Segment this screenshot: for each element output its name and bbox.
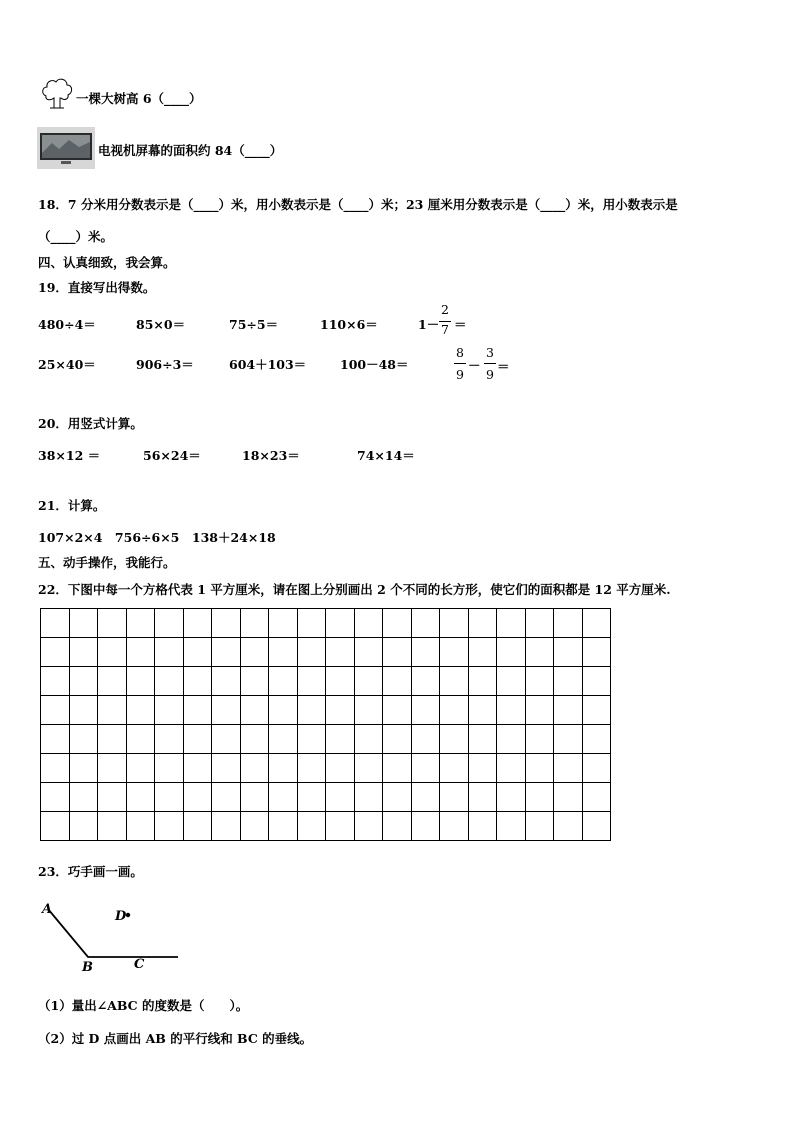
q19-fraction-suffix: ＝ [497, 359, 510, 374]
grid-cell[interactable] [497, 609, 526, 638]
grid-cell[interactable] [183, 696, 212, 725]
grid-row [41, 754, 611, 783]
fraction-numerator: 8 [456, 345, 464, 360]
grid-cell[interactable] [240, 783, 269, 812]
grid-cell[interactable] [326, 696, 355, 725]
grid-cell[interactable] [582, 725, 611, 754]
grid-cell[interactable] [354, 638, 383, 667]
point-d-dot [126, 913, 130, 917]
grid-cell[interactable] [468, 783, 497, 812]
grid-cell[interactable] [411, 696, 440, 725]
grid-cell[interactable] [240, 609, 269, 638]
grid-cell[interactable] [240, 638, 269, 667]
q20-item: 18×23＝ [242, 448, 300, 463]
grid-cell[interactable] [183, 783, 212, 812]
grid-cell[interactable] [212, 638, 241, 667]
grid-row [41, 667, 611, 696]
fraction-denominator: 9 [456, 367, 464, 382]
q19-item: 75÷5＝ [229, 317, 279, 332]
square-grid[interactable] [40, 608, 611, 841]
grid-cell[interactable] [98, 754, 127, 783]
grid-cell[interactable] [582, 812, 611, 841]
grid-cell[interactable] [41, 783, 70, 812]
grid-cell[interactable] [440, 783, 469, 812]
q19-item: 85×0＝ [136, 317, 186, 332]
grid-cell[interactable] [554, 696, 583, 725]
grid-cell[interactable] [554, 667, 583, 696]
grid-cell[interactable] [240, 696, 269, 725]
grid-cell[interactable] [126, 812, 155, 841]
q19-fraction-prefix: 1－ [418, 317, 440, 332]
grid-cell[interactable] [69, 812, 98, 841]
label-a: A [42, 902, 53, 917]
grid-cell[interactable] [525, 725, 554, 754]
grid-cell[interactable] [297, 667, 326, 696]
section-4-heading: 四、认真细致，我会算。 [38, 255, 176, 270]
grid-cell[interactable] [525, 696, 554, 725]
grid-cell[interactable] [269, 725, 298, 754]
grid-cell[interactable] [582, 638, 611, 667]
tv-question: 电视机屏幕的面积约 84（____） [98, 143, 283, 158]
grid-cell[interactable] [440, 812, 469, 841]
question-23-part2: （2）过 D 点画出 AB 的平行线和 BC 的垂线。 [38, 1031, 313, 1046]
grid-cell[interactable] [297, 783, 326, 812]
grid-cell[interactable] [297, 696, 326, 725]
grid-cell[interactable] [126, 754, 155, 783]
grid-cell[interactable] [554, 812, 583, 841]
grid-cell[interactable] [155, 783, 184, 812]
grid-cell[interactable] [554, 783, 583, 812]
grid-cell[interactable] [468, 638, 497, 667]
grid-cell[interactable] [269, 667, 298, 696]
grid-cell[interactable] [183, 638, 212, 667]
fraction-bar [454, 363, 466, 364]
grid-cell[interactable] [411, 609, 440, 638]
grid-cell[interactable] [269, 696, 298, 725]
grid-row [41, 696, 611, 725]
grid-cell[interactable] [183, 754, 212, 783]
grid-cell[interactable] [468, 609, 497, 638]
grid-cell[interactable] [212, 783, 241, 812]
question-23-part1: （1）量出∠ABC 的度数是（ ）。 [38, 998, 249, 1013]
grid-cell[interactable] [525, 754, 554, 783]
grid-cell[interactable] [525, 783, 554, 812]
grid-cell[interactable] [354, 696, 383, 725]
angle-abc-figure [36, 895, 186, 975]
grid-cell[interactable] [497, 667, 526, 696]
grid-cell[interactable] [383, 725, 412, 754]
grid-cell[interactable] [98, 609, 127, 638]
grid-cell[interactable] [297, 725, 326, 754]
grid-cell[interactable] [582, 696, 611, 725]
grid-cell[interactable] [155, 754, 184, 783]
grid-cell[interactable] [554, 609, 583, 638]
grid-cell[interactable] [383, 696, 412, 725]
grid-cell[interactable] [497, 725, 526, 754]
grid-cell[interactable] [269, 783, 298, 812]
grid-cell[interactable] [126, 667, 155, 696]
grid-cell[interactable] [155, 609, 184, 638]
grid-cell[interactable] [41, 725, 70, 754]
grid-cell[interactable] [497, 783, 526, 812]
grid-cell[interactable] [269, 754, 298, 783]
grid-cell[interactable] [98, 783, 127, 812]
grid-cell[interactable] [41, 609, 70, 638]
fraction-numerator: 3 [486, 345, 494, 360]
grid-cell[interactable] [69, 667, 98, 696]
grid-cell[interactable] [497, 638, 526, 667]
grid-cell[interactable] [297, 754, 326, 783]
grid-cell[interactable] [240, 725, 269, 754]
grid-cell[interactable] [126, 609, 155, 638]
grid-cell[interactable] [212, 754, 241, 783]
question-18-line1: 18．7 分米用分数表示是（____）米，用小数表示是（____）米；23 厘米用分数表示是（____）米，用小数表示是 [38, 197, 678, 212]
grid-cell[interactable] [440, 696, 469, 725]
grid-cell[interactable] [582, 754, 611, 783]
grid-cell[interactable] [554, 638, 583, 667]
grid-cell[interactable] [468, 725, 497, 754]
grid-cell[interactable] [41, 638, 70, 667]
grid-cell[interactable] [155, 725, 184, 754]
grid-row [41, 609, 611, 638]
grid-cell[interactable] [155, 812, 184, 841]
grid-cell[interactable] [269, 638, 298, 667]
label-b: B [82, 960, 93, 975]
grid-cell[interactable] [326, 667, 355, 696]
grid-cell[interactable] [468, 667, 497, 696]
question-20: 20．用竖式计算。 [38, 416, 143, 431]
grid-cell[interactable] [582, 783, 611, 812]
grid-cell[interactable] [525, 812, 554, 841]
grid-cell[interactable] [212, 609, 241, 638]
grid-cell[interactable] [126, 638, 155, 667]
grid-cell[interactable] [411, 812, 440, 841]
question-18-line2: （____）米。 [38, 229, 114, 244]
grid-cell[interactable] [69, 754, 98, 783]
grid-cell[interactable] [468, 696, 497, 725]
fraction-numerator: 2 [441, 302, 449, 317]
grid-row [41, 783, 611, 812]
section-5-heading: 五、动手操作，我能行。 [38, 555, 176, 570]
grid-cell[interactable] [497, 696, 526, 725]
question-23: 23．巧手画一画。 [38, 864, 143, 879]
grid-cell[interactable] [525, 638, 554, 667]
grid-cell[interactable] [41, 754, 70, 783]
grid-cell[interactable] [212, 725, 241, 754]
grid-cell[interactable] [326, 754, 355, 783]
q21-expressions: 107×2×4 756÷6×5 138＋24×18 [38, 530, 276, 545]
grid-cell[interactable] [155, 638, 184, 667]
grid-cell[interactable] [297, 638, 326, 667]
grid-cell[interactable] [354, 783, 383, 812]
grid-cell[interactable] [69, 725, 98, 754]
grid-cell[interactable] [69, 783, 98, 812]
grid-cell[interactable] [354, 725, 383, 754]
grid-cell[interactable] [383, 783, 412, 812]
grid-cell[interactable] [41, 667, 70, 696]
grid-cell[interactable] [468, 812, 497, 841]
grid-cell[interactable] [240, 667, 269, 696]
q19-fraction-suffix: ＝ [454, 317, 467, 332]
grid-cell[interactable] [411, 725, 440, 754]
grid-cell[interactable] [212, 812, 241, 841]
grid-cell[interactable] [183, 609, 212, 638]
grid-cell[interactable] [440, 667, 469, 696]
grid-cell[interactable] [383, 638, 412, 667]
grid-cell[interactable] [69, 696, 98, 725]
fraction-denominator: 7 [441, 322, 449, 337]
grid-cell[interactable] [155, 696, 184, 725]
grid-cell[interactable] [497, 754, 526, 783]
grid-cell[interactable] [297, 609, 326, 638]
grid-cell[interactable] [383, 609, 412, 638]
q20-item: 38×12 ＝ [38, 448, 101, 463]
grid-cell[interactable] [326, 609, 355, 638]
grid-cell[interactable] [582, 609, 611, 638]
grid-cell[interactable] [411, 783, 440, 812]
grid-cell[interactable] [269, 812, 298, 841]
grid-cell[interactable] [183, 812, 212, 841]
grid-cell[interactable] [468, 754, 497, 783]
grid-row [41, 812, 611, 841]
grid-cell[interactable] [525, 609, 554, 638]
grid-cell[interactable] [411, 754, 440, 783]
grid-cell[interactable] [383, 754, 412, 783]
grid-cell[interactable] [98, 667, 127, 696]
q19-item: 100－48＝ [340, 357, 409, 372]
fraction-operator: － [468, 358, 481, 373]
tree-question: 一棵大树高 6（____） [76, 91, 202, 106]
grid-cell[interactable] [440, 725, 469, 754]
grid-cell[interactable] [354, 609, 383, 638]
grid-cell[interactable] [69, 638, 98, 667]
grid-cell[interactable] [98, 638, 127, 667]
label-c: C [134, 957, 145, 972]
grid-cell[interactable] [126, 725, 155, 754]
label-d: D [115, 909, 127, 924]
grid-cell[interactable] [98, 812, 127, 841]
grid-cell[interactable] [183, 725, 212, 754]
grid-cell[interactable] [98, 725, 127, 754]
grid-cell[interactable] [240, 754, 269, 783]
grid-cell[interactable] [126, 783, 155, 812]
question-19: 19．直接写出得数。 [38, 280, 156, 295]
grid-cell[interactable] [98, 696, 127, 725]
question-22: 22．下图中每一个方格代表 1 平方厘米，请在图上分别画出 2 个不同的长方形，使它们的面积都是 12 平方厘米. [38, 582, 671, 597]
q19-item: 25×40＝ [38, 357, 96, 372]
q20-item: 56×24＝ [143, 448, 201, 463]
grid-cell[interactable] [554, 725, 583, 754]
grid-cell[interactable] [326, 812, 355, 841]
grid-cell[interactable] [582, 667, 611, 696]
grid-cell[interactable] [440, 754, 469, 783]
grid-cell[interactable] [183, 667, 212, 696]
grid-cell[interactable] [354, 667, 383, 696]
grid-row [41, 725, 611, 754]
grid-cell[interactable] [440, 638, 469, 667]
grid-row [41, 638, 611, 667]
grid-cell[interactable] [41, 812, 70, 841]
q19-item: 906÷3＝ [136, 357, 194, 372]
grid-cell[interactable] [354, 754, 383, 783]
grid-cell[interactable] [497, 812, 526, 841]
grid-cell[interactable] [411, 638, 440, 667]
grid-cell[interactable] [240, 812, 269, 841]
q20-item: 74×14＝ [357, 448, 415, 463]
grid-cell[interactable] [297, 812, 326, 841]
grid-cell[interactable] [155, 667, 184, 696]
question-21: 21．计算。 [38, 498, 106, 513]
fraction-bar [484, 363, 496, 364]
grid-cell[interactable] [212, 696, 241, 725]
q19-item: 110×6＝ [320, 317, 378, 332]
grid-cell[interactable] [326, 638, 355, 667]
tree-icon [40, 76, 74, 110]
grid-cell[interactable] [525, 667, 554, 696]
grid-cell[interactable] [383, 812, 412, 841]
grid-cell[interactable] [326, 725, 355, 754]
grid-cell[interactable] [383, 667, 412, 696]
tv-screen-image [37, 127, 95, 169]
grid-cell[interactable] [212, 667, 241, 696]
grid-cell[interactable] [411, 667, 440, 696]
grid-cell[interactable] [440, 609, 469, 638]
q19-item: 480÷4＝ [38, 317, 96, 332]
q19-item: 604＋103＝ [229, 357, 307, 372]
grid-cell[interactable] [354, 812, 383, 841]
grid-cell[interactable] [326, 783, 355, 812]
grid-cell[interactable] [126, 696, 155, 725]
fraction-denominator: 9 [486, 367, 494, 382]
grid-cell[interactable] [69, 609, 98, 638]
grid-cell[interactable] [554, 754, 583, 783]
grid-cell[interactable] [269, 609, 298, 638]
grid-cell[interactable] [41, 696, 70, 725]
